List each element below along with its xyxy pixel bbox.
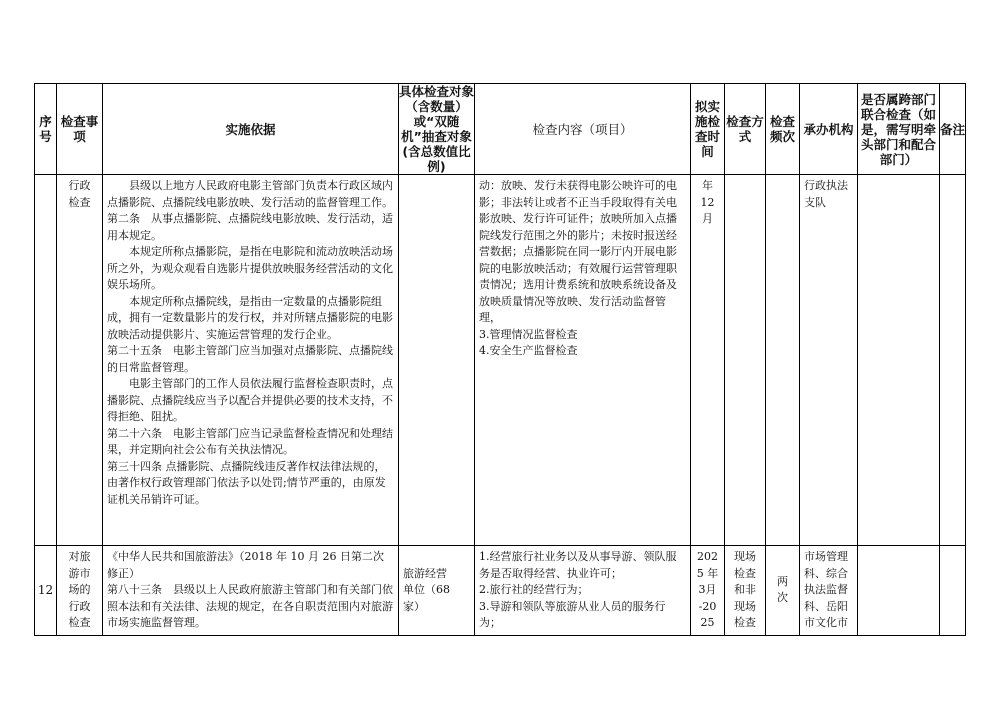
- header-item: 检查事项: [57, 84, 103, 175]
- table-row: [35, 175, 966, 546]
- cell-note: [940, 175, 966, 546]
- cell-content: 1.经营旅行社业务以及从事导游、领队服务是否取得经营、执业许可； 2.旅行社的经营行为； 3.导游和领队等旅游从业人员的服务行为；: [475, 546, 691, 636]
- cell-target: 旅游经营 单位（68 家）: [399, 546, 475, 636]
- cell-note: [940, 546, 966, 636]
- cell-time: 年 12 月: [691, 175, 725, 546]
- table-row: [35, 546, 966, 636]
- cell-seq: 12: [35, 546, 57, 636]
- cell-cross: [858, 175, 940, 546]
- cell-basis: 县级以上地方人民政府电影主管部门负责本行政区域内点播影院、点播院线电影放映、发行活动的监督管理工作。 第二条 从事点播影院、点播院线电影放映、发行活动，适用本规定。 本规定所称点播影院，是指在电影院和流动放映活动场所之外，为观众观看自选影片提供放映服务经营活动的文化娱乐场所。 本规定所称点播院线，是指由一定数量的点播影院组成，拥有一定数量影片的发行权，并对所辖点播影院的电影放映活动提供影片、实施运营管理的发行企业。 第二十五条 电影主管部门应当加强对点播影院、点播院线的日常监督管理。 电影主管部门的工作人员依法履行监督检查职责时，点播影院、点播院线应当予以配合并提供必要的技术支持，不得拒绝、阻扰。 第二十六条 电影主管部门应当记录监督检查情况和处理结果，并定期向社会公布有关执法情况。 第三十四条 点播影院、点播院线违反著作权法律法规的，由著作权行政管理部门依法予以处罚;情节严重的，由原发证机关吊销许可证。: [103, 175, 399, 546]
- cell-basis: 《中华人民共和国旅游法》（2018 年 10 月 26 日第二次修正） 第八十三条 县级以上人民政府旅游主管部门和有关部门依照本法和有关法律、法规的规定，在各自职责范围内对旅游市场实施监督管理。: [103, 546, 399, 636]
- header-seq: 序号: [35, 84, 57, 175]
- cell-freq: [766, 175, 800, 546]
- header-cross: 是否属跨部门联合检查（如是，需写明牵头部门和配合部门）: [858, 84, 940, 175]
- header-freq: 检查频次: [766, 84, 800, 175]
- header-note: 备注: [940, 84, 966, 175]
- header-content: 检查内容（项目）: [475, 84, 691, 175]
- header-org: 承办机构: [800, 84, 858, 175]
- cell-content: 动：放映、发行未获得电影公映许可的电影；非法转让或者不正当手段取得有关电影放映、发行许可证件；放映所加入点播院线发行范围之外的影片；未按时报送经营数据；点播影院在同一影厅内开展电影院的电影放映活动；有效履行运营管理职责情况；选用计费系统和放映系统设备及放映质量情况等放映、发行活动监督管理， 3.管理情况监督检查 4.安全生产监督检查: [475, 175, 691, 546]
- cell-freq: 两 次: [766, 546, 800, 636]
- cell-target: [399, 175, 475, 546]
- header-target: 具体检查对象（含数量）或“双随机”抽查对象(含总数值比例): [399, 84, 475, 174]
- header-time: 拟实施检查时间: [691, 84, 725, 175]
- header-basis: 实施依据: [103, 84, 399, 175]
- cell-time: 202 5 年 3月 -20 25: [691, 546, 725, 636]
- cell-item: 行政 检查: [57, 175, 103, 546]
- inspection-table: [34, 83, 966, 636]
- cell-method: 现场 检查 和非 现场 检查: [725, 546, 766, 636]
- cell-org: 市场管理 科、综合 执法监督 科、岳阳 市文化市: [800, 546, 858, 636]
- cell-cross: [858, 546, 940, 636]
- header-method: 检查方式: [725, 84, 766, 175]
- cell-seq: [35, 175, 57, 546]
- header-row: [35, 84, 966, 175]
- cell-method: [725, 175, 766, 546]
- cell-org: 行政执法 支队: [800, 175, 858, 546]
- cell-item: 对旅 游市 场的 行政 检查: [57, 546, 103, 636]
